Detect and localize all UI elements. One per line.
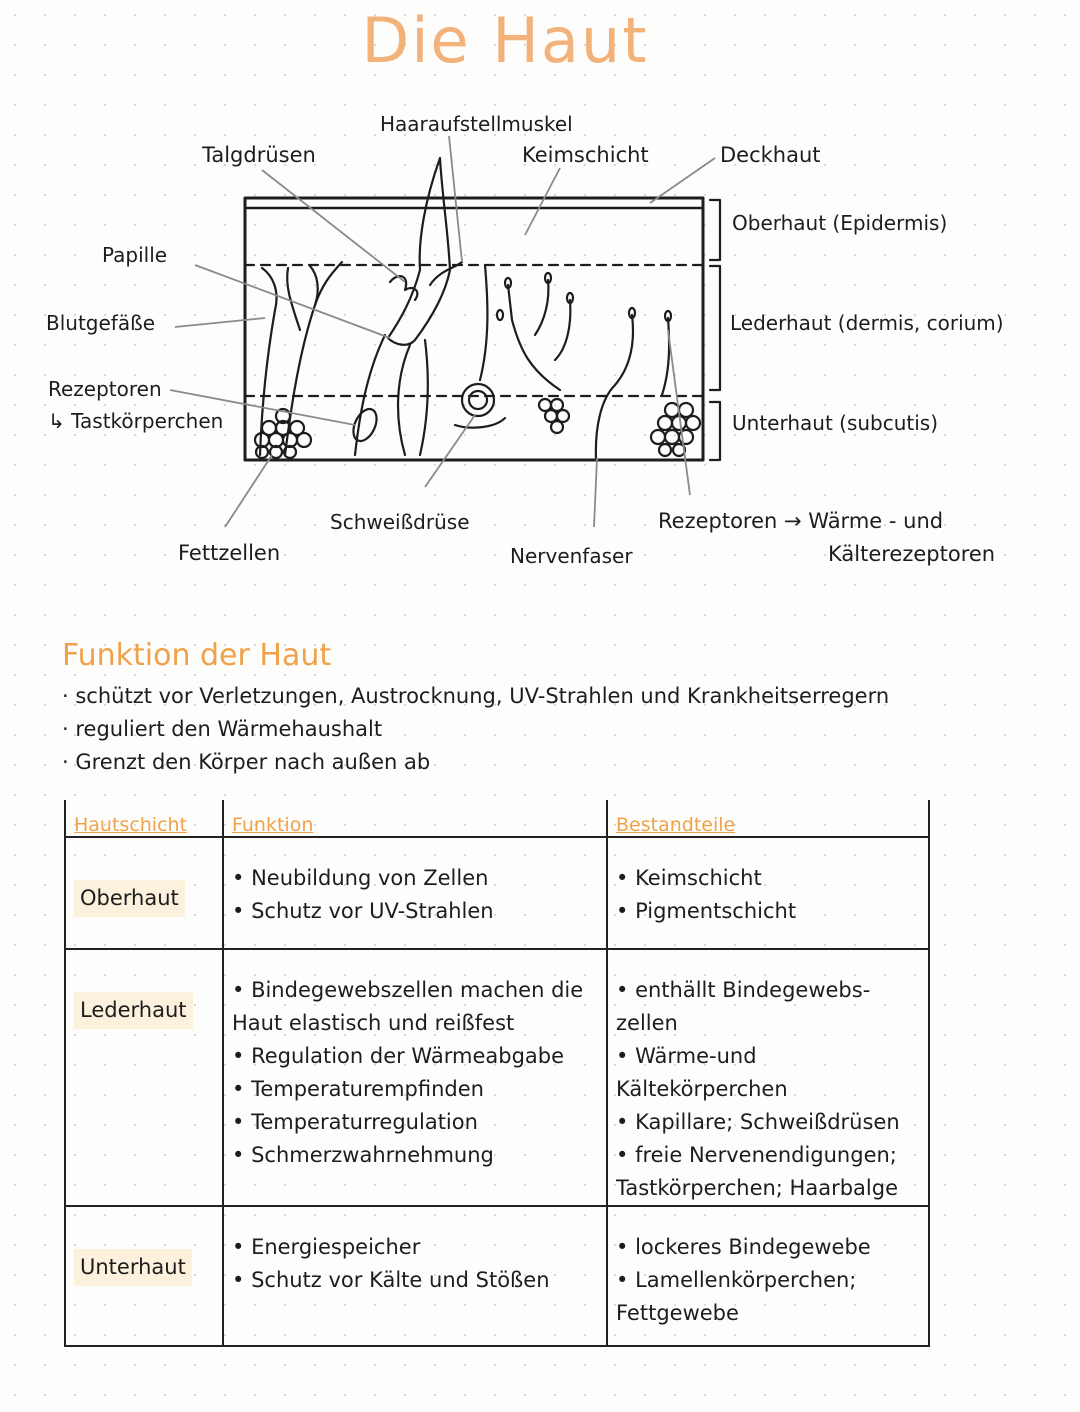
- table-header-row: [65, 800, 929, 837]
- header-bestandteile: Bestandteile: [607, 800, 929, 837]
- sebaceous-gland: [390, 276, 417, 300]
- leader-nervenfaser: [594, 458, 597, 527]
- leader-keimschicht: [525, 168, 560, 235]
- vessel-2: [285, 262, 342, 455]
- label-blutgefaesse: Blutgefäße: [46, 311, 155, 335]
- function-item: • Schmerzwahrnehmung: [232, 1139, 598, 1172]
- function-cell: [223, 837, 607, 949]
- leader-papille: [195, 265, 390, 338]
- hair-root-right: [420, 340, 428, 455]
- label-haaraufstellmuskel: Haaraufstellmuskel: [380, 112, 573, 136]
- function-bullet: · Grenzt den Körper nach außen ab: [62, 746, 889, 779]
- sweat-coil-inner: [469, 391, 487, 409]
- components-cell: [607, 837, 929, 949]
- component-item: • Keimschicht: [616, 862, 920, 895]
- leader-blutgefaesse: [175, 318, 265, 327]
- sweat-duct: [480, 265, 487, 380]
- vessel-4: [310, 266, 318, 305]
- skin-box: [245, 198, 703, 460]
- table-row: [65, 949, 929, 1206]
- sweat-coil: [462, 384, 494, 416]
- nerve-receptor-1: [508, 285, 560, 390]
- label-fettzellen: Fettzellen: [178, 541, 281, 565]
- hair-root-left: [398, 345, 410, 455]
- function-item: • Energiespeicher: [232, 1231, 598, 1264]
- nerve-receptor-4: [662, 318, 669, 395]
- layer-cell: Oberhaut: [65, 837, 223, 949]
- label-talgdruesen: Talgdrüsen: [202, 143, 316, 167]
- label-keimschicht: Keimschicht: [522, 143, 649, 167]
- label-rezeptoren: Rezeptoren: [48, 377, 162, 401]
- component-item: • Lamellenkörperchen; Fettgewebe: [616, 1264, 920, 1330]
- function-item: • Schutz vor UV-Strahlen: [232, 895, 598, 928]
- header-hautschicht: Hautschicht: [65, 800, 223, 837]
- function-item: • Temperaturregulation: [232, 1106, 598, 1139]
- function-cell: [223, 949, 607, 1206]
- components-cell: [607, 949, 929, 1206]
- label-tastkoerperchen: ↳ Tastkörperchen: [48, 409, 224, 433]
- label-schweissdruese: Schweißdrüse: [330, 510, 470, 534]
- function-bullet: · schützt vor Verletzungen, Austrocknung, UV-Strahlen und Krankheitserregern: [62, 680, 889, 713]
- layer-cell: Lederhaut: [65, 949, 223, 1206]
- function-item: • Schutz vor Kälte und Stößen: [232, 1264, 598, 1297]
- component-item: • lockeres Bindegewebe: [616, 1231, 920, 1264]
- label-rezeptoren-waerme: Rezeptoren → Wärme - und: [658, 509, 944, 533]
- label-unterhaut: Unterhaut (subcutis): [732, 411, 939, 435]
- page-title: Die Haut: [361, 4, 649, 77]
- label-kaelterezeptoren: Kälterezeptoren: [828, 542, 996, 566]
- leader-fettzellen: [225, 455, 272, 527]
- component-item: • enthällt Bindegewebs-zellen: [616, 974, 920, 1040]
- bracket-unterhaut: [710, 402, 720, 460]
- header-funktion: Funktion: [223, 800, 607, 837]
- leader-deckhaut: [650, 158, 715, 203]
- component-item: • Kapillare; Schweißdrüsen: [616, 1106, 920, 1139]
- layer-cell: Unterhaut: [65, 1206, 223, 1346]
- label-oberhaut: Oberhaut (Epidermis): [732, 211, 948, 235]
- bracket-lederhaut: [710, 266, 720, 390]
- label-deckhaut: Deckhaut: [720, 143, 821, 167]
- table-row: [65, 837, 929, 949]
- components-cell: [607, 1206, 929, 1346]
- nerve-receptor-3: [555, 300, 570, 360]
- fat-cells-right: [651, 403, 700, 456]
- hair: [388, 158, 450, 345]
- function-item: • Neubildung von Zellen: [232, 862, 598, 895]
- receptor-tip-6: [497, 310, 503, 320]
- label-nervenfaser: Nervenfaser: [510, 544, 633, 568]
- function-bullets: [62, 680, 889, 779]
- function-item: • Regulation der Wärmeabgabe: [232, 1040, 598, 1073]
- fat-cells-left: [255, 409, 311, 458]
- nerve-fiber: [596, 315, 633, 458]
- sweat-coil-2: [455, 418, 505, 428]
- function-bullet: · reguliert den Wärmehaushalt: [62, 713, 889, 746]
- label-lederhaut: Lederhaut (dermis, corium): [730, 311, 1004, 335]
- nerve-receptor-2: [535, 280, 548, 335]
- component-item: • Pigmentschicht: [616, 895, 920, 928]
- function-cell: [223, 1206, 607, 1346]
- vessel-3: [287, 268, 300, 330]
- label-papille: Papille: [102, 243, 168, 267]
- fat-cells-middle: [539, 399, 569, 433]
- table-row: [65, 1206, 929, 1346]
- component-item: • freie Nervenendigungen; Tastkörperchen; Haarbalge: [616, 1139, 920, 1205]
- component-item: • Wärme-und Kältekörperchen: [616, 1040, 920, 1106]
- function-section-title: Funktion der Haut: [62, 638, 332, 673]
- function-item: • Temperaturempfinden: [232, 1073, 598, 1106]
- skin-layers-table: [64, 800, 930, 1347]
- function-item: • Bindegewebszellen machen die Haut elastisch und reißfest: [232, 974, 598, 1040]
- bracket-oberhaut: [710, 200, 720, 260]
- leader-schweissdruese: [425, 415, 475, 487]
- leader-waermerezeptoren: [668, 330, 690, 495]
